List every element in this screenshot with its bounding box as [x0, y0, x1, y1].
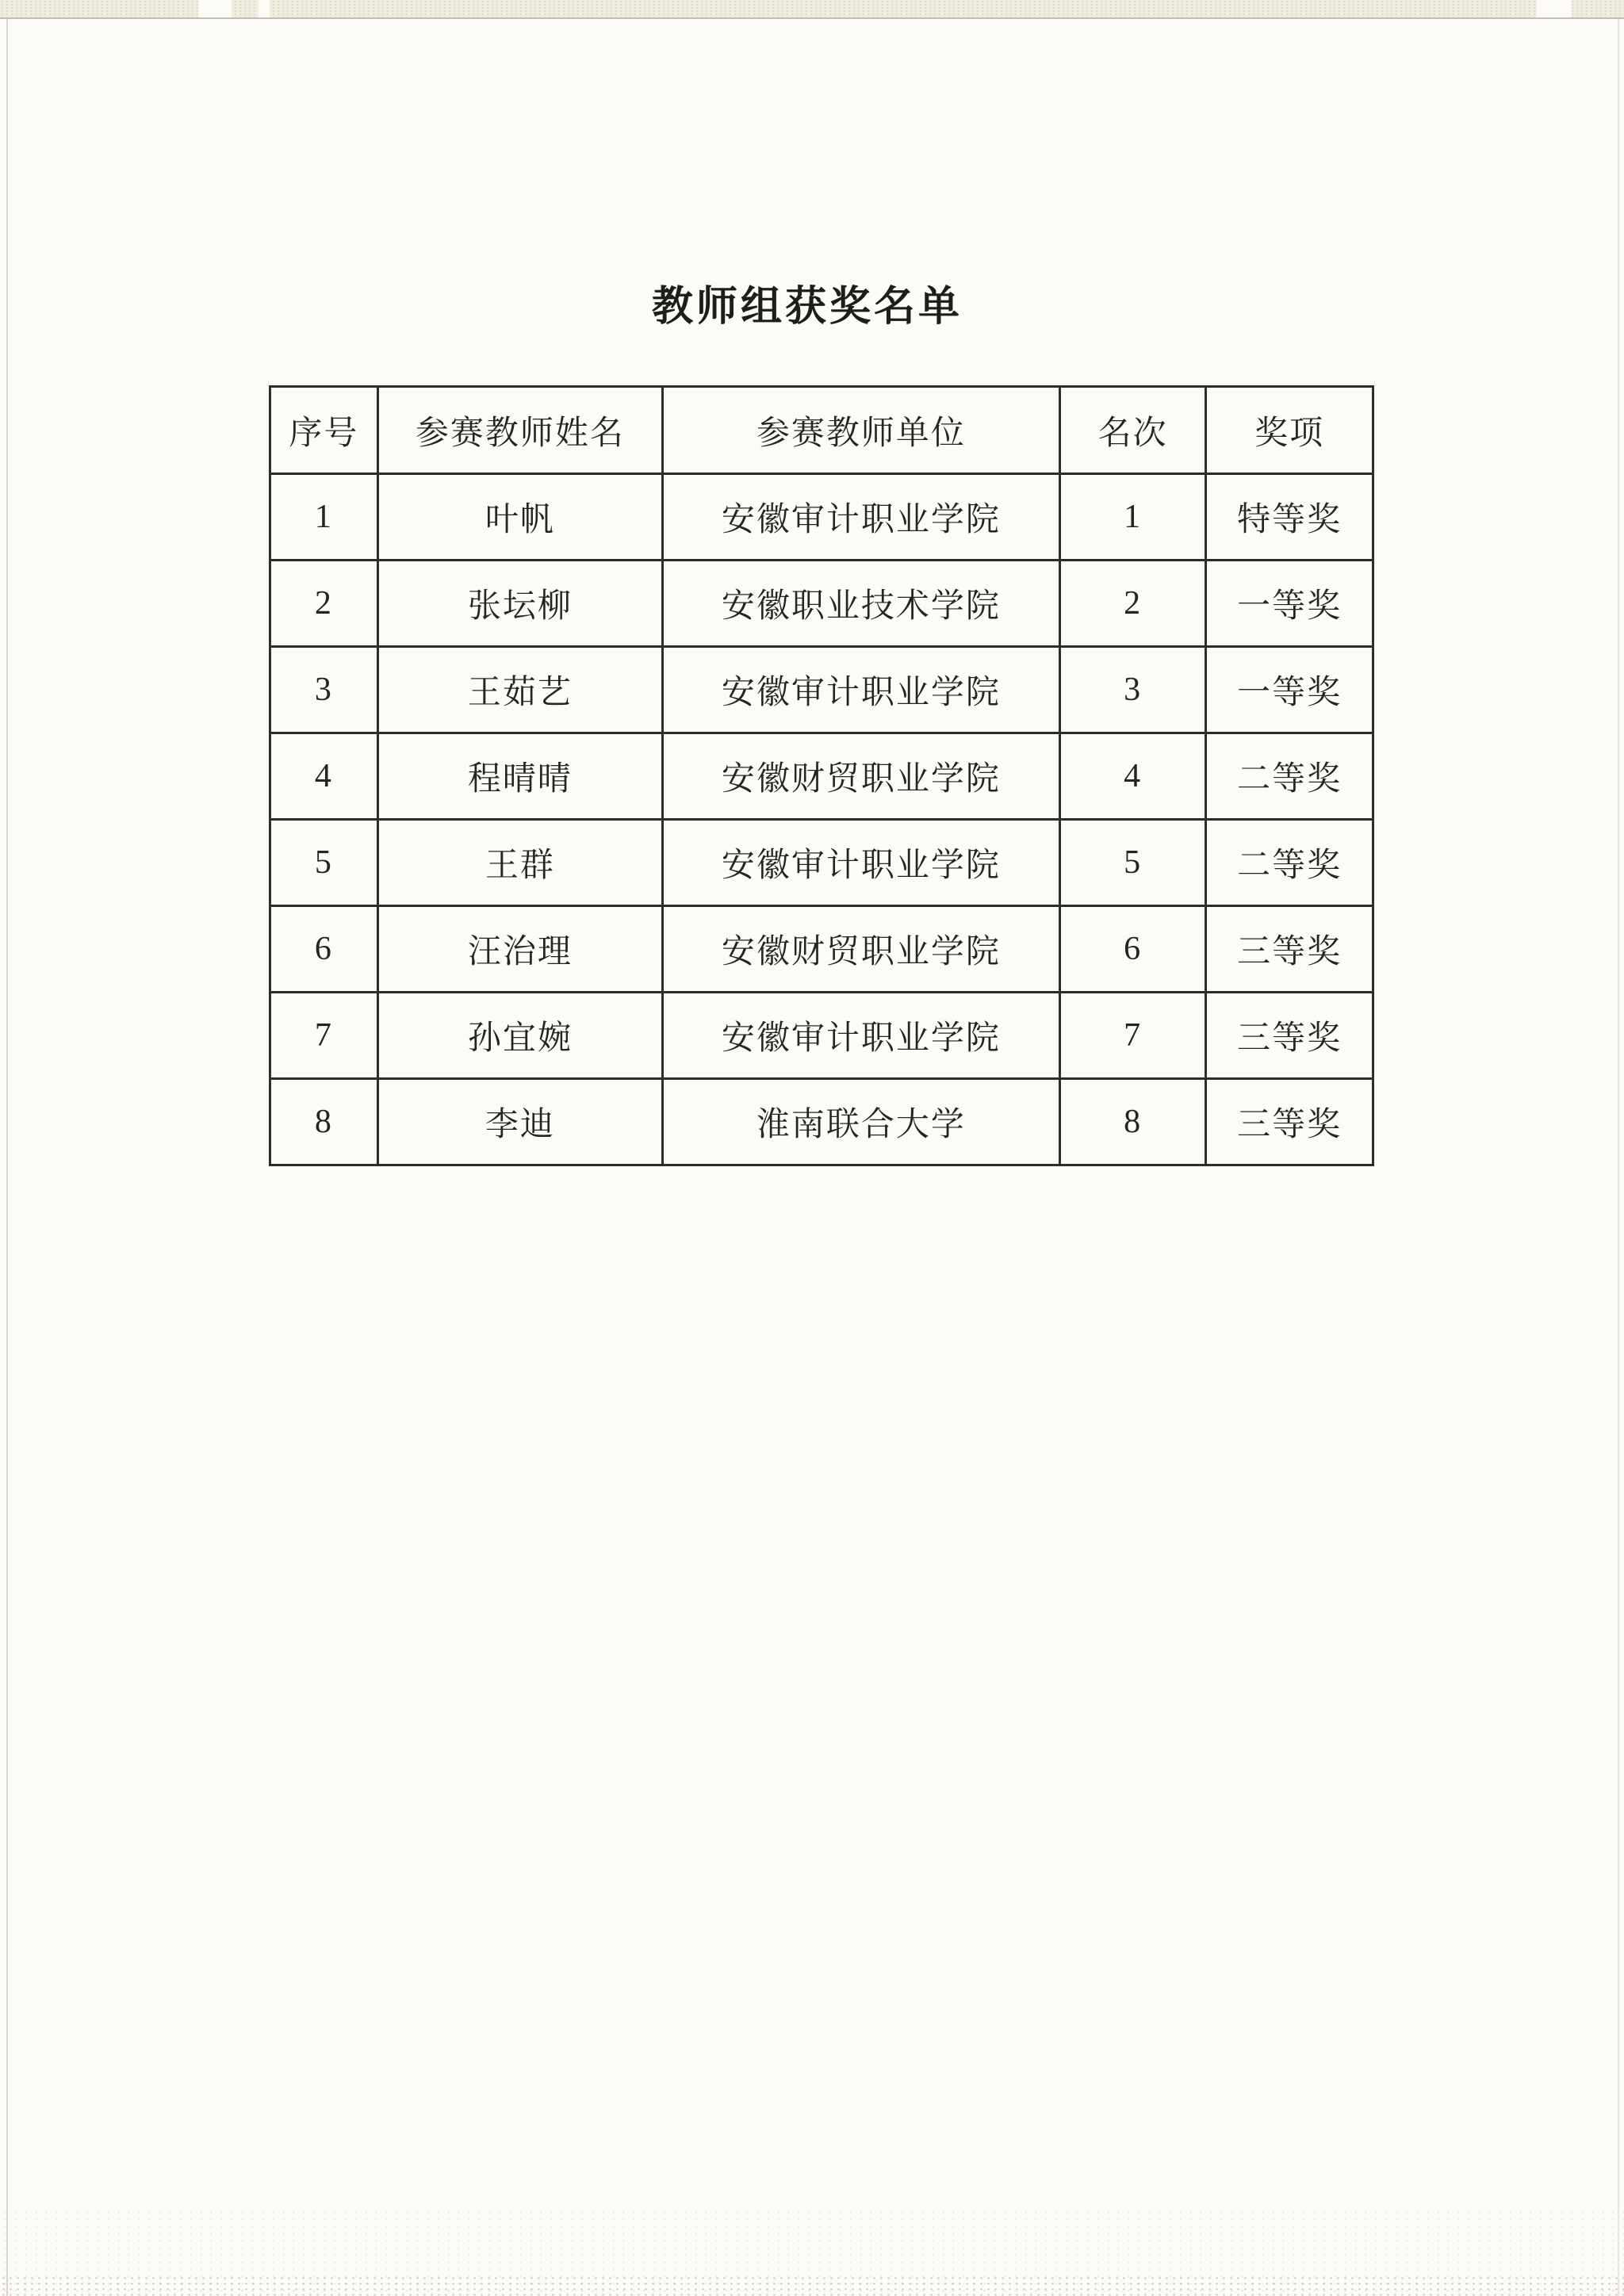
- cell-teacher-name: 程晴晴: [377, 733, 662, 820]
- cell-teacher-unit: 安徽财贸职业学院: [662, 906, 1059, 993]
- header-row: [270, 387, 1373, 474]
- cell-teacher-unit: 安徽财贸职业学院: [662, 733, 1059, 820]
- cell-index: 5: [270, 820, 378, 906]
- cell-teacher-name: 孙宜婉: [377, 993, 662, 1079]
- column-header-teacher-name: 参赛教师姓名: [377, 387, 662, 474]
- table-row: [270, 474, 1373, 561]
- scan-artifact-band-gap: [1537, 0, 1572, 17]
- scan-artifact-right-edge-line: [1618, 19, 1619, 2296]
- cell-award: 一等奖: [1206, 647, 1373, 733]
- cell-index: 1: [270, 474, 378, 561]
- cell-teacher-name: 王群: [377, 820, 662, 906]
- cell-award: 二等奖: [1206, 820, 1373, 906]
- cell-award: 二等奖: [1206, 733, 1373, 820]
- cell-teacher-unit: 安徽职业技术学院: [662, 561, 1059, 647]
- table-row: [270, 733, 1373, 820]
- cell-teacher-unit: 安徽审计职业学院: [662, 474, 1059, 561]
- column-header-award: 奖项: [1206, 387, 1373, 474]
- table-row: [270, 561, 1373, 647]
- scan-artifact-band-gap: [198, 0, 232, 17]
- cell-teacher-name: 李迪: [377, 1079, 662, 1165]
- cell-index: 3: [270, 647, 378, 733]
- cell-rank: 3: [1059, 647, 1206, 733]
- cell-teacher-name: 王茹艺: [377, 647, 662, 733]
- scan-artifact-top-rule: [0, 17, 1624, 19]
- cell-index: 6: [270, 906, 378, 993]
- table-row: [270, 647, 1373, 733]
- cell-rank: 6: [1059, 906, 1206, 993]
- scan-artifact-left-edge-line: [6, 19, 8, 2296]
- cell-award: 三等奖: [1206, 993, 1373, 1079]
- cell-rank: 8: [1059, 1079, 1206, 1165]
- awards-table-body: [270, 474, 1373, 1165]
- table-row: [270, 906, 1373, 993]
- cell-teacher-unit: 安徽审计职业学院: [662, 993, 1059, 1079]
- scan-artifact-band-gap: [259, 0, 270, 17]
- cell-rank: 2: [1059, 561, 1206, 647]
- cell-rank: 5: [1059, 820, 1206, 906]
- cell-teacher-unit: 安徽审计职业学院: [662, 647, 1059, 733]
- cell-award: 三等奖: [1206, 906, 1373, 993]
- document-title: 教师组获奖名单: [651, 284, 963, 330]
- table-row: [270, 993, 1373, 1079]
- cell-index: 8: [270, 1079, 378, 1165]
- cell-teacher-name: 汪治理: [377, 906, 662, 993]
- cell-rank: 1: [1059, 474, 1206, 561]
- cell-teacher-name: 叶帆: [377, 474, 662, 561]
- cell-teacher-name: 张坛柳: [377, 561, 662, 647]
- cell-rank: 4: [1059, 733, 1206, 820]
- cell-index: 7: [270, 993, 378, 1079]
- cell-teacher-unit: 淮南联合大学: [662, 1079, 1059, 1165]
- scan-artifact-top-band: [0, 0, 1624, 17]
- scan-artifact-bottom-noise: [0, 2275, 1624, 2296]
- cell-index: 2: [270, 561, 378, 647]
- cell-award: 三等奖: [1206, 1079, 1373, 1165]
- table-row: [270, 820, 1373, 906]
- cell-award: 特等奖: [1206, 474, 1373, 561]
- awards-table: [269, 385, 1374, 1166]
- column-header-rank: 名次: [1059, 387, 1206, 474]
- cell-award: 一等奖: [1206, 561, 1373, 647]
- column-header-index: 序号: [270, 387, 378, 474]
- awards-table-header: [270, 387, 1373, 474]
- cell-teacher-unit: 安徽审计职业学院: [662, 820, 1059, 906]
- cell-rank: 7: [1059, 993, 1206, 1079]
- column-header-teacher-unit: 参赛教师单位: [662, 387, 1059, 474]
- table-row: [270, 1079, 1373, 1165]
- cell-index: 4: [270, 733, 378, 820]
